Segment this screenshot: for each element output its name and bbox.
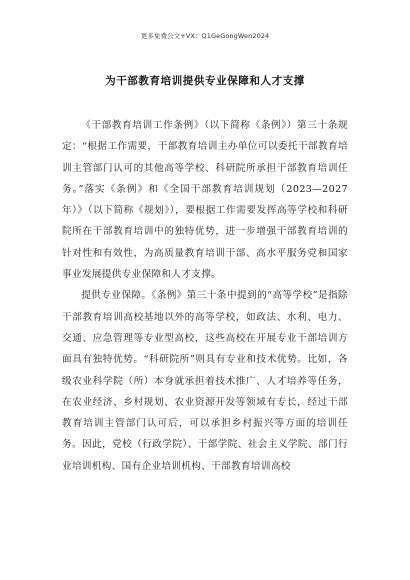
document-body — [62, 115, 348, 477]
header-note: 更多免费公文+VX：Q1GeGongWen2024 — [140, 32, 270, 40]
paragraph-1: 《干部教育培训工作条例》（以下简称《条例》）第三十条规定：“根据工作需要，干部教育培训主办单位可以委托干部教育培训主管部门认可的其他高等学校、科研院所承担干部教育培训任务。”落实《条例》和《全国干部教育培训规划（2023—2027年）》（以下简称《规划》），要根据工作需要发挥高等学校和科研院所在干部教育培训中的独特优势，进一步增强干部教育培训的针对性和有效性，为高质量教育培训干部、高水平服务党和国家事业发展提供专业保障和人才支撑。 — [62, 120, 348, 281]
document-title: 为干部教育培训提供专业保障和人才支撑 — [105, 75, 305, 87]
paragraph-2: 提供专业保障。《条例》第三十条中提到的“高等学校”是指除干部教育培训高校基地以外的高等学校，如政法、水利、电力、交通、应急管理等专业型高校，这些高校在开展专业干部培训方面具有独特优势。“科研院所”则具有专业和技术优势。比如，各级农业科学院（所）本身就承担着技术推广、人才培养等任务，在农业经济、乡村规划、农业资源开发等领域有专长，经过干部教育培训主管部门认可后，可以承担乡村振兴等方面的培训任务。因此，党校（行政学院）、干部学院、社会主义学院、部门行业培训机构、国有企业培训机构、干部教育培训高校 — [62, 290, 348, 472]
